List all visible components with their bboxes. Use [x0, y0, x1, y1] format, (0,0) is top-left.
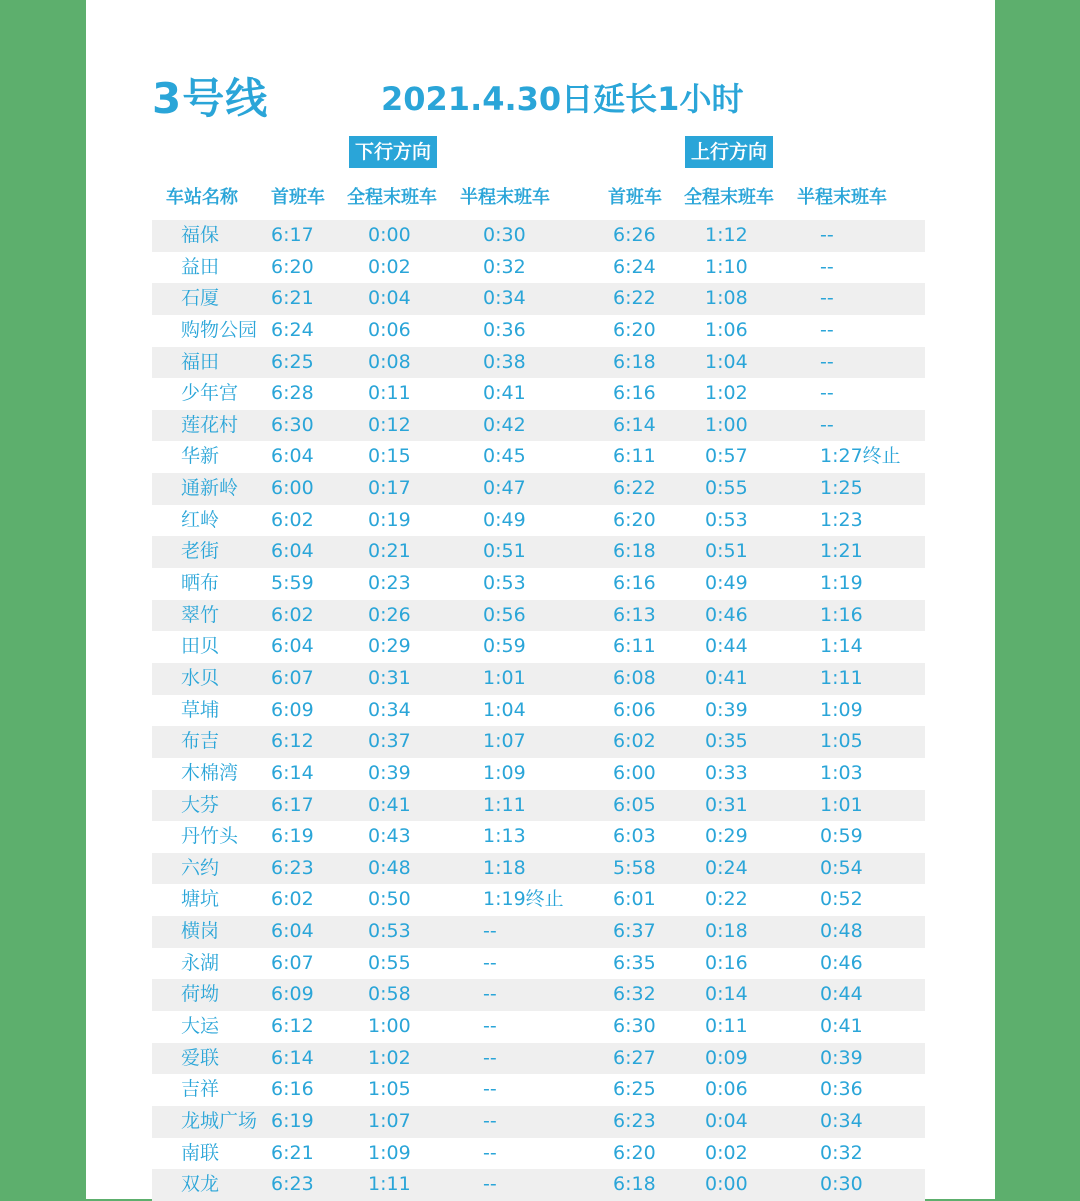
up-half-last-train-cell: -- [820, 318, 834, 341]
up-first-train-cell: 6:20 [613, 318, 656, 341]
down-first-train-cell: 6:21 [271, 1141, 314, 1164]
down-full-last-train-cell: 0:58 [368, 983, 411, 1006]
table-row [152, 790, 925, 822]
up-first-train-cell: 6:08 [613, 666, 656, 689]
table-row [152, 1074, 925, 1106]
station-name-cell: 横岗 [181, 920, 220, 943]
table-row [152, 1106, 925, 1138]
header-down-first-train: 首班车 [271, 187, 325, 208]
up-first-train-cell: 6:03 [613, 825, 656, 848]
down-half-last-train-cell: 0:36 [483, 318, 526, 341]
table-row [152, 473, 925, 505]
up-full-last-train-cell: 0:31 [705, 793, 748, 816]
up-full-last-train-cell: 0:41 [705, 666, 748, 689]
down-full-last-train-cell: 0:55 [368, 951, 411, 974]
down-full-last-train-cell: 0:02 [368, 255, 411, 278]
up-full-last-train-cell: 0:06 [705, 1078, 748, 1101]
down-full-last-train-cell: 1:11 [368, 1173, 411, 1196]
up-half-last-train-cell: -- [820, 382, 834, 405]
up-full-last-train-cell: 0:55 [705, 477, 748, 500]
down-half-last-train-cell: 0:32 [483, 255, 526, 278]
down-half-last-train-cell: 0:47 [483, 477, 526, 500]
station-name-cell: 塘坑 [181, 888, 220, 911]
up-full-last-train-cell: 0:53 [705, 508, 748, 531]
table-row [152, 631, 925, 663]
up-first-train-cell: 6:26 [613, 224, 656, 246]
table-row [152, 663, 925, 695]
table-row [152, 252, 925, 284]
down-half-last-train-cell: 1:04 [483, 698, 526, 721]
table-row [152, 695, 925, 727]
down-full-last-train-cell: 0:26 [368, 603, 411, 626]
station-name-cell: 水贝 [181, 666, 220, 689]
table-row [152, 853, 925, 885]
up-first-train-cell: 6:16 [613, 382, 656, 405]
table-row [152, 758, 925, 790]
up-first-train-cell: 6:16 [613, 572, 656, 595]
down-half-last-train-cell: 1:11 [483, 793, 526, 816]
up-first-train-cell: 6:23 [613, 1109, 656, 1132]
table-row [152, 378, 925, 410]
station-name-cell: 福保 [181, 224, 220, 246]
up-full-last-train-cell: 0:51 [705, 540, 748, 563]
up-first-train-cell: 6:22 [613, 287, 656, 310]
station-name-cell: 草埔 [181, 698, 220, 721]
up-half-last-train-cell: -- [820, 350, 834, 373]
up-full-last-train-cell: 0:49 [705, 572, 748, 595]
table-row [152, 821, 925, 853]
down-full-last-train-cell: 0:19 [368, 508, 411, 531]
up-half-last-train-cell: -- [820, 255, 834, 278]
up-full-last-train-cell: 0:24 [705, 856, 748, 879]
down-half-last-train-cell: 0:38 [483, 350, 526, 373]
station-name-cell: 荷坳 [181, 983, 220, 1006]
down-half-last-train-cell: -- [483, 1173, 497, 1196]
up-first-train-cell: 6:18 [613, 540, 656, 563]
up-first-train-cell: 6:18 [613, 1173, 656, 1196]
down-half-last-train-cell: 1:07 [483, 730, 526, 753]
table-row [152, 441, 925, 473]
header-down-full-last-train: 全程末班车 [347, 187, 437, 208]
header-station-name: 车站名称 [166, 187, 238, 208]
down-first-train-cell: 6:07 [271, 666, 314, 689]
up-half-last-train-cell: 1:27终止 [820, 445, 901, 468]
station-name-cell: 双龙 [181, 1173, 220, 1196]
up-half-last-train-cell: 0:39 [820, 1046, 863, 1069]
up-first-train-cell: 6:14 [613, 413, 656, 436]
up-half-last-train-cell: 0:30 [820, 1173, 863, 1196]
up-full-last-train-cell: 0:02 [705, 1141, 748, 1164]
down-first-train-cell: 6:02 [271, 603, 314, 626]
table-row [152, 347, 925, 379]
station-name-cell: 爱联 [181, 1046, 220, 1069]
table-row [152, 1043, 925, 1075]
down-half-last-train-cell: 1:19终止 [483, 888, 564, 911]
station-name-cell: 福田 [181, 350, 220, 373]
down-first-train-cell: 6:16 [271, 1078, 314, 1101]
up-half-last-train-cell: -- [820, 224, 834, 246]
down-half-last-train-cell: -- [483, 920, 497, 943]
down-first-train-cell: 6:23 [271, 1173, 314, 1196]
up-half-last-train-cell: 1:03 [820, 761, 863, 784]
down-full-last-train-cell: 0:11 [368, 382, 411, 405]
up-half-last-train-cell: 0:36 [820, 1078, 863, 1101]
up-half-last-train-cell: 1:09 [820, 698, 863, 721]
up-half-last-train-cell: 1:11 [820, 666, 863, 689]
down-full-last-train-cell: 0:12 [368, 413, 411, 436]
up-full-last-train-cell: 1:02 [705, 382, 748, 405]
station-name-cell: 六约 [181, 856, 220, 879]
down-first-train-cell: 6:19 [271, 1109, 314, 1132]
down-full-last-train-cell: 1:02 [368, 1046, 411, 1069]
down-half-last-train-cell: 0:56 [483, 603, 526, 626]
up-full-last-train-cell: 0:11 [705, 1015, 748, 1038]
down-first-train-cell: 6:17 [271, 224, 314, 246]
station-name-cell: 木棉湾 [181, 761, 239, 784]
up-full-last-train-cell: 0:33 [705, 761, 748, 784]
header-up-half-last-train: 半程末班车 [797, 187, 887, 208]
station-name-cell: 老街 [181, 540, 220, 563]
down-full-last-train-cell: 0:31 [368, 666, 411, 689]
up-full-last-train-cell: 1:00 [705, 413, 748, 436]
header-up-first-train: 首班车 [608, 187, 662, 208]
down-half-last-train-cell: 0:49 [483, 508, 526, 531]
down-first-train-cell: 6:23 [271, 856, 314, 879]
station-name-cell: 购物公园 [181, 318, 258, 341]
up-full-last-train-cell: 0:14 [705, 983, 748, 1006]
up-full-last-train-cell: 0:16 [705, 951, 748, 974]
table-row [152, 916, 925, 948]
up-full-last-train-cell: 0:44 [705, 635, 748, 658]
down-half-last-train-cell: -- [483, 983, 497, 1006]
down-full-last-train-cell: 0:39 [368, 761, 411, 784]
station-name-cell: 红岭 [181, 508, 220, 531]
table-row [152, 726, 925, 758]
down-half-last-train-cell: -- [483, 1109, 497, 1132]
table-row [152, 410, 925, 442]
down-full-last-train-cell: 0:37 [368, 730, 411, 753]
down-half-last-train-cell: 1:13 [483, 825, 526, 848]
up-half-last-train-cell: 0:34 [820, 1109, 863, 1132]
down-first-train-cell: 6:28 [271, 382, 314, 405]
down-direction-badge: 下行方向 [349, 136, 437, 168]
up-half-last-train-cell: 1:21 [820, 540, 863, 563]
up-full-last-train-cell: 0:00 [705, 1173, 748, 1196]
down-half-last-train-cell: 0:34 [483, 287, 526, 310]
timetable-rows [152, 220, 925, 1201]
down-first-train-cell: 6:24 [271, 318, 314, 341]
table-row [152, 979, 925, 1011]
up-first-train-cell: 6:20 [613, 508, 656, 531]
up-direction-badge: 上行方向 [685, 136, 773, 168]
down-half-last-train-cell: -- [483, 1078, 497, 1101]
down-first-train-cell: 6:25 [271, 350, 314, 373]
table-row [152, 536, 925, 568]
up-first-train-cell: 6:25 [613, 1078, 656, 1101]
up-first-train-cell: 6:05 [613, 793, 656, 816]
down-first-train-cell: 6:04 [271, 635, 314, 658]
down-full-last-train-cell: 0:53 [368, 920, 411, 943]
down-full-last-train-cell: 0:48 [368, 856, 411, 879]
station-name-cell: 吉祥 [181, 1078, 220, 1101]
station-name-cell: 大运 [181, 1015, 220, 1038]
down-half-last-train-cell: 0:30 [483, 224, 526, 246]
up-first-train-cell: 6:32 [613, 983, 656, 1006]
up-first-train-cell: 6:11 [613, 445, 656, 468]
down-half-last-train-cell: 1:09 [483, 761, 526, 784]
up-first-train-cell: 6:02 [613, 730, 656, 753]
down-full-last-train-cell: 0:29 [368, 635, 411, 658]
up-full-last-train-cell: 0:04 [705, 1109, 748, 1132]
station-name-cell: 南联 [181, 1141, 220, 1164]
header-up-full-last-train: 全程末班车 [684, 187, 774, 208]
up-first-train-cell: 6:24 [613, 255, 656, 278]
down-first-train-cell: 6:09 [271, 983, 314, 1006]
down-full-last-train-cell: 1:09 [368, 1141, 411, 1164]
down-full-last-train-cell: 0:43 [368, 825, 411, 848]
up-full-last-train-cell: 0:35 [705, 730, 748, 753]
down-first-train-cell: 6:30 [271, 413, 314, 436]
down-half-last-train-cell: 0:51 [483, 540, 526, 563]
down-half-last-train-cell: 0:45 [483, 445, 526, 468]
extension-notice: 2021.4.30日延长1小时 [381, 80, 744, 118]
down-half-last-train-cell: 0:42 [483, 413, 526, 436]
table-row [152, 220, 925, 252]
up-full-last-train-cell: 0:29 [705, 825, 748, 848]
down-full-last-train-cell: 0:50 [368, 888, 411, 911]
up-half-last-train-cell: 1:16 [820, 603, 863, 626]
up-half-last-train-cell: 1:01 [820, 793, 863, 816]
up-full-last-train-cell: 1:12 [705, 224, 748, 246]
down-first-train-cell: 6:09 [271, 698, 314, 721]
up-half-last-train-cell: 1:05 [820, 730, 863, 753]
station-name-cell: 龙城广场 [181, 1109, 258, 1132]
down-half-last-train-cell: 0:53 [483, 572, 526, 595]
down-full-last-train-cell: 0:04 [368, 287, 411, 310]
down-half-last-train-cell: 0:59 [483, 635, 526, 658]
down-half-last-train-cell: -- [483, 951, 497, 974]
up-half-last-train-cell: 0:44 [820, 983, 863, 1006]
down-first-train-cell: 6:17 [271, 793, 314, 816]
station-name-cell: 田贝 [181, 635, 220, 658]
up-full-last-train-cell: 0:57 [705, 445, 748, 468]
up-full-last-train-cell: 0:09 [705, 1046, 748, 1069]
station-name-cell: 永湖 [181, 951, 220, 974]
station-name-cell: 布吉 [181, 730, 220, 753]
table-row [152, 315, 925, 347]
line-title: 3号线 [152, 74, 269, 123]
station-name-cell: 翠竹 [181, 603, 220, 626]
down-first-train-cell: 6:02 [271, 888, 314, 911]
table-row [152, 884, 925, 916]
up-half-last-train-cell: 0:41 [820, 1015, 863, 1038]
up-full-last-train-cell: 0:18 [705, 920, 748, 943]
down-first-train-cell: 6:19 [271, 825, 314, 848]
down-first-train-cell: 6:00 [271, 477, 314, 500]
table-row [152, 948, 925, 980]
down-first-train-cell: 6:07 [271, 951, 314, 974]
up-half-last-train-cell: 0:52 [820, 888, 863, 911]
up-half-last-train-cell: 0:59 [820, 825, 863, 848]
up-half-last-train-cell: 0:48 [820, 920, 863, 943]
down-first-train-cell: 6:02 [271, 508, 314, 531]
station-name-cell: 益田 [181, 255, 220, 278]
station-name-cell: 石厦 [181, 287, 220, 310]
up-full-last-train-cell: 1:06 [705, 318, 748, 341]
down-full-last-train-cell: 0:34 [368, 698, 411, 721]
station-name-cell: 大芬 [181, 793, 220, 816]
down-first-train-cell: 6:14 [271, 761, 314, 784]
station-name-cell: 少年宫 [181, 382, 239, 405]
table-row [152, 283, 925, 315]
down-full-last-train-cell: 1:05 [368, 1078, 411, 1101]
up-half-last-train-cell: -- [820, 413, 834, 436]
station-name-cell: 晒布 [181, 572, 220, 595]
down-half-last-train-cell: -- [483, 1141, 497, 1164]
up-full-last-train-cell: 1:04 [705, 350, 748, 373]
table-row [152, 1138, 925, 1170]
down-first-train-cell: 6:04 [271, 920, 314, 943]
down-full-last-train-cell: 0:17 [368, 477, 411, 500]
table-row [152, 1011, 925, 1043]
table-row [152, 1169, 925, 1201]
table-row [152, 505, 925, 537]
up-half-last-train-cell: 0:54 [820, 856, 863, 879]
down-half-last-train-cell: 0:41 [483, 382, 526, 405]
up-full-last-train-cell: 1:10 [705, 255, 748, 278]
down-full-last-train-cell: 0:15 [368, 445, 411, 468]
up-half-last-train-cell: -- [820, 287, 834, 310]
down-first-train-cell: 6:04 [271, 445, 314, 468]
up-first-train-cell: 6:18 [613, 350, 656, 373]
down-full-last-train-cell: 0:21 [368, 540, 411, 563]
up-full-last-train-cell: 1:08 [705, 287, 748, 310]
up-first-train-cell: 5:58 [613, 856, 656, 879]
up-half-last-train-cell: 1:19 [820, 572, 863, 595]
down-full-last-train-cell: 1:00 [368, 1015, 411, 1038]
up-first-train-cell: 6:11 [613, 635, 656, 658]
up-half-last-train-cell: 1:14 [820, 635, 863, 658]
down-half-last-train-cell: 1:18 [483, 856, 526, 879]
down-half-last-train-cell: 1:01 [483, 666, 526, 689]
down-first-train-cell: 5:59 [271, 572, 314, 595]
up-first-train-cell: 6:20 [613, 1141, 656, 1164]
up-half-last-train-cell: 1:25 [820, 477, 863, 500]
down-full-last-train-cell: 0:41 [368, 793, 411, 816]
up-first-train-cell: 6:01 [613, 888, 656, 911]
down-first-train-cell: 6:04 [271, 540, 314, 563]
up-first-train-cell: 6:00 [613, 761, 656, 784]
up-first-train-cell: 6:13 [613, 603, 656, 626]
up-first-train-cell: 6:06 [613, 698, 656, 721]
down-full-last-train-cell: 0:23 [368, 572, 411, 595]
table-row [152, 600, 925, 632]
up-half-last-train-cell: 1:23 [820, 508, 863, 531]
down-first-train-cell: 6:12 [271, 1015, 314, 1038]
timetable-sheet [86, 0, 995, 1199]
down-full-last-train-cell: 0:00 [368, 224, 411, 246]
header-down-half-last-train: 半程末班车 [460, 187, 550, 208]
station-name-cell: 莲花村 [181, 413, 239, 436]
down-first-train-cell: 6:21 [271, 287, 314, 310]
up-full-last-train-cell: 0:46 [705, 603, 748, 626]
station-name-cell: 通新岭 [181, 477, 239, 500]
down-full-last-train-cell: 0:08 [368, 350, 411, 373]
up-first-train-cell: 6:35 [613, 951, 656, 974]
down-first-train-cell: 6:14 [271, 1046, 314, 1069]
up-half-last-train-cell: 0:46 [820, 951, 863, 974]
down-half-last-train-cell: -- [483, 1046, 497, 1069]
up-first-train-cell: 6:37 [613, 920, 656, 943]
up-first-train-cell: 6:30 [613, 1015, 656, 1038]
up-full-last-train-cell: 0:39 [705, 698, 748, 721]
up-half-last-train-cell: 0:32 [820, 1141, 863, 1164]
station-name-cell: 华新 [181, 445, 220, 468]
down-full-last-train-cell: 0:06 [368, 318, 411, 341]
down-first-train-cell: 6:12 [271, 730, 314, 753]
station-name-cell: 丹竹头 [181, 825, 239, 848]
down-full-last-train-cell: 1:07 [368, 1109, 411, 1132]
up-first-train-cell: 6:27 [613, 1046, 656, 1069]
down-first-train-cell: 6:20 [271, 255, 314, 278]
down-half-last-train-cell: -- [483, 1015, 497, 1038]
table-row [152, 568, 925, 600]
up-full-last-train-cell: 0:22 [705, 888, 748, 911]
up-first-train-cell: 6:22 [613, 477, 656, 500]
